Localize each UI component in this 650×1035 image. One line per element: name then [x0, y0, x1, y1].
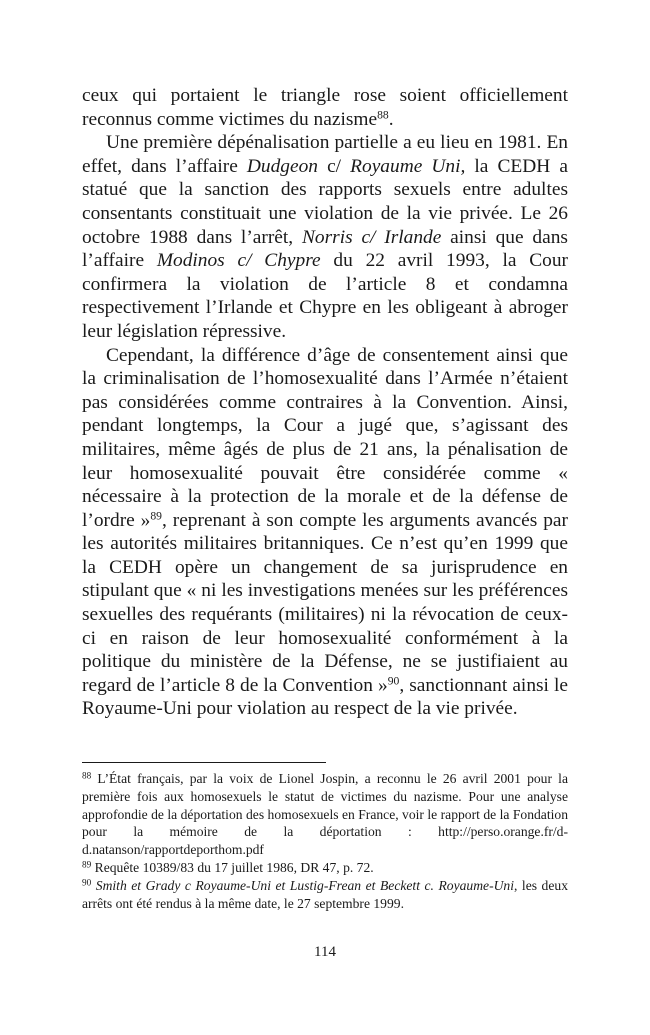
paragraph-2: [82, 131, 568, 343]
case-name-modinos: Modinos c/ Chypre: [156, 250, 321, 272]
page-number: 114: [314, 944, 336, 960]
footnote-ref-90: 90: [387, 674, 400, 688]
page-content: [82, 84, 568, 721]
paragraph-2-text: ainsi que dans l’affaire: [82, 226, 568, 272]
paragraph-2-text: c/: [317, 155, 351, 177]
paragraph-2-text: du 22 avril 1993, la Cour confirmera la violation de l’article 8 et condamna respectivement l’Irlande et Chypre en les obligeant à abroger leur législation répressive.: [82, 250, 569, 342]
footnote-number: 88: [82, 770, 92, 781]
case-name-norris: Norris c/ Irlande: [301, 226, 442, 248]
paragraph-3-text: Cependant, la différence d’âge de consentement ainsi que la criminalisation de l’homosexualité dans l’Armée n’étaient pas considérées comme contraires à la Convention. Ainsi, pendant longtemps, la Cour a jugé que, s’agissant des militaires, même âgés de plus de 21 ans, la pénalisation de leur homosexualité pouvait être considérée comme « nécessaire à la protection de la morale et de la défense de l’ordre »: [82, 344, 568, 531]
footnote-text: Requête 10389/83 du 17 juillet 1986, DR 47, p. 72.: [91, 859, 374, 875]
paragraph-3: [82, 344, 568, 722]
paragraph-1: [82, 84, 568, 131]
paragraph-1-end: .: [388, 108, 394, 130]
case-name-dudgeon: Dudgeon: [246, 155, 318, 177]
footnote-number: 90: [82, 877, 92, 888]
case-name-royaume-uni: Royaume Uni,: [350, 155, 466, 177]
paragraph-2-text: Une première dépénalisation partielle a eu lieu en 1981. En effet, dans l’affaire: [82, 132, 568, 177]
footnotes: [82, 770, 568, 912]
footnote-88: [82, 770, 568, 859]
footnote-90: [82, 877, 568, 913]
footnote-ref-88: 88: [377, 108, 389, 122]
footnote-text: L’État français, par la voix de Lionel Jospin, a reconnu le 26 avril 2001 pour la première fois aux homosexuels le statut de victimes du nazisme. Pour une analyse approfondie de la déportation des homosexuels en France, voir le rapport de la Fondation pour la mémoire de la déportation : http://perso.orange.fr/d-d.natanson/rapportdeporthom.pdf: [82, 771, 568, 858]
footnote-divider: [82, 762, 326, 763]
paragraph-3-text: , reprenant à son compte les arguments avancés par les autorités militaires britanniques. Ce n’est qu’en 1999 que la CEDH opère un changement de sa jurisprudence en stipulant que « ni les investigations menées sur les préférences sexuelles des requérants (militaires) ni la révocation de ceux-ci en raison de leur homosexualité conformément à la politique du ministère de la Défense, ne se justifiaient au regard de l’article 8 de la Convention »: [82, 509, 568, 696]
footnote-89: [82, 859, 568, 877]
footnote-number: 89: [82, 859, 92, 870]
paragraph-1-text: ceux qui portaient le triangle rose soient officiellement reconnus comme victimes du nazisme: [82, 85, 568, 130]
paragraph-2-text: la CEDH a statué que la sanction des rapports sexuels entre adultes consentants constituait une violation de la vie privée. Le 26 octobre 1988 dans l’arrêt,: [82, 155, 568, 248]
footnote-ref-89: 89: [150, 509, 162, 523]
paragraph-3-text: , sanctionnant ainsi le Royaume-Uni pour violation au respect de la vie privée.: [82, 674, 568, 720]
body-text: [82, 84, 568, 721]
footnote-case-names: Smith et Grady c Royaume-Uni et Lustig-Frean et Beckett c. Royaume-Uni: [91, 877, 514, 893]
footnote-text: , les deux arrêts ont été rendus à la même date, le 27 septembre 1999.: [82, 877, 568, 911]
